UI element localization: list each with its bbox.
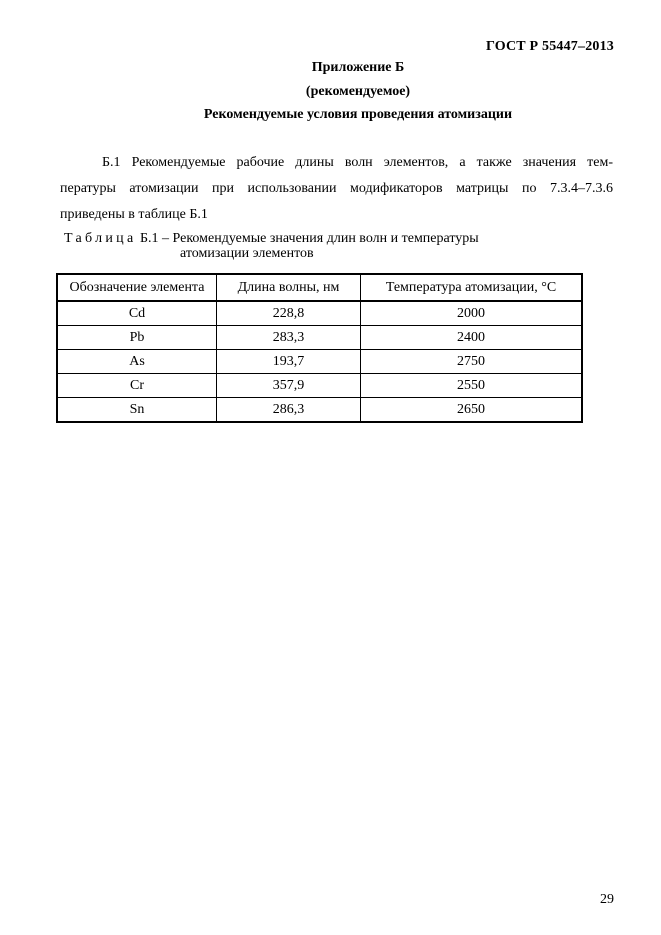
table-caption — [64, 231, 479, 261]
table-cell: 228,8 — [217, 301, 361, 326]
table-caption-continuation: атомизации элементов — [180, 246, 314, 261]
body-paragraph — [60, 150, 613, 228]
appendix-subtitle: Рекомендуемые условия проведения атомизации — [203, 107, 513, 122]
table-cell: 2750 — [361, 350, 583, 374]
data-table — [56, 273, 583, 423]
table-caption-text: Б.1 – Рекомендуемые значения длин волн и температуры — [139, 231, 479, 246]
table-cell: 193,7 — [217, 350, 361, 374]
table-cell: 286,3 — [217, 398, 361, 423]
table-cell: 357,9 — [217, 374, 361, 398]
table-cell: Sn — [57, 398, 217, 423]
table-cell: 283,3 — [217, 326, 361, 350]
table-row — [57, 398, 582, 423]
paragraph-line: приведены в таблице Б.1 — [60, 207, 208, 222]
table-row — [57, 301, 582, 326]
paragraph-line: Б.1 Рекомендуемые рабочие длины волн элементов, а также значения тем- — [102, 155, 613, 170]
column-header: Температура атомизации, °С — [361, 274, 583, 301]
table-caption-label: Таблица — [64, 231, 137, 246]
column-header: Длина волны, нм — [217, 274, 361, 301]
column-header: Обозначение элемента — [57, 274, 217, 301]
table-cell: 2400 — [361, 326, 583, 350]
table-cell: 2650 — [361, 398, 583, 423]
page-number: 29 — [600, 892, 614, 907]
paragraph-line: пературы атомизации при использовании модификаторов матрицы по 7.3.4–7.3.6 — [60, 181, 613, 196]
table-cell: 2000 — [361, 301, 583, 326]
table-cell: Cr — [57, 374, 217, 398]
appendix-status: (рекомендуемое) — [305, 84, 411, 99]
table-row — [57, 374, 582, 398]
table-cell: As — [57, 350, 217, 374]
table-row — [57, 350, 582, 374]
table-cell: 2550 — [361, 374, 583, 398]
appendix-title: Приложение Б — [311, 60, 405, 75]
document-code: ГОСТ Р 55447–2013 — [485, 39, 614, 54]
table-cell: Cd — [57, 301, 217, 326]
table-cell: Pb — [57, 326, 217, 350]
table-row — [57, 326, 582, 350]
table-header-row — [57, 274, 582, 301]
